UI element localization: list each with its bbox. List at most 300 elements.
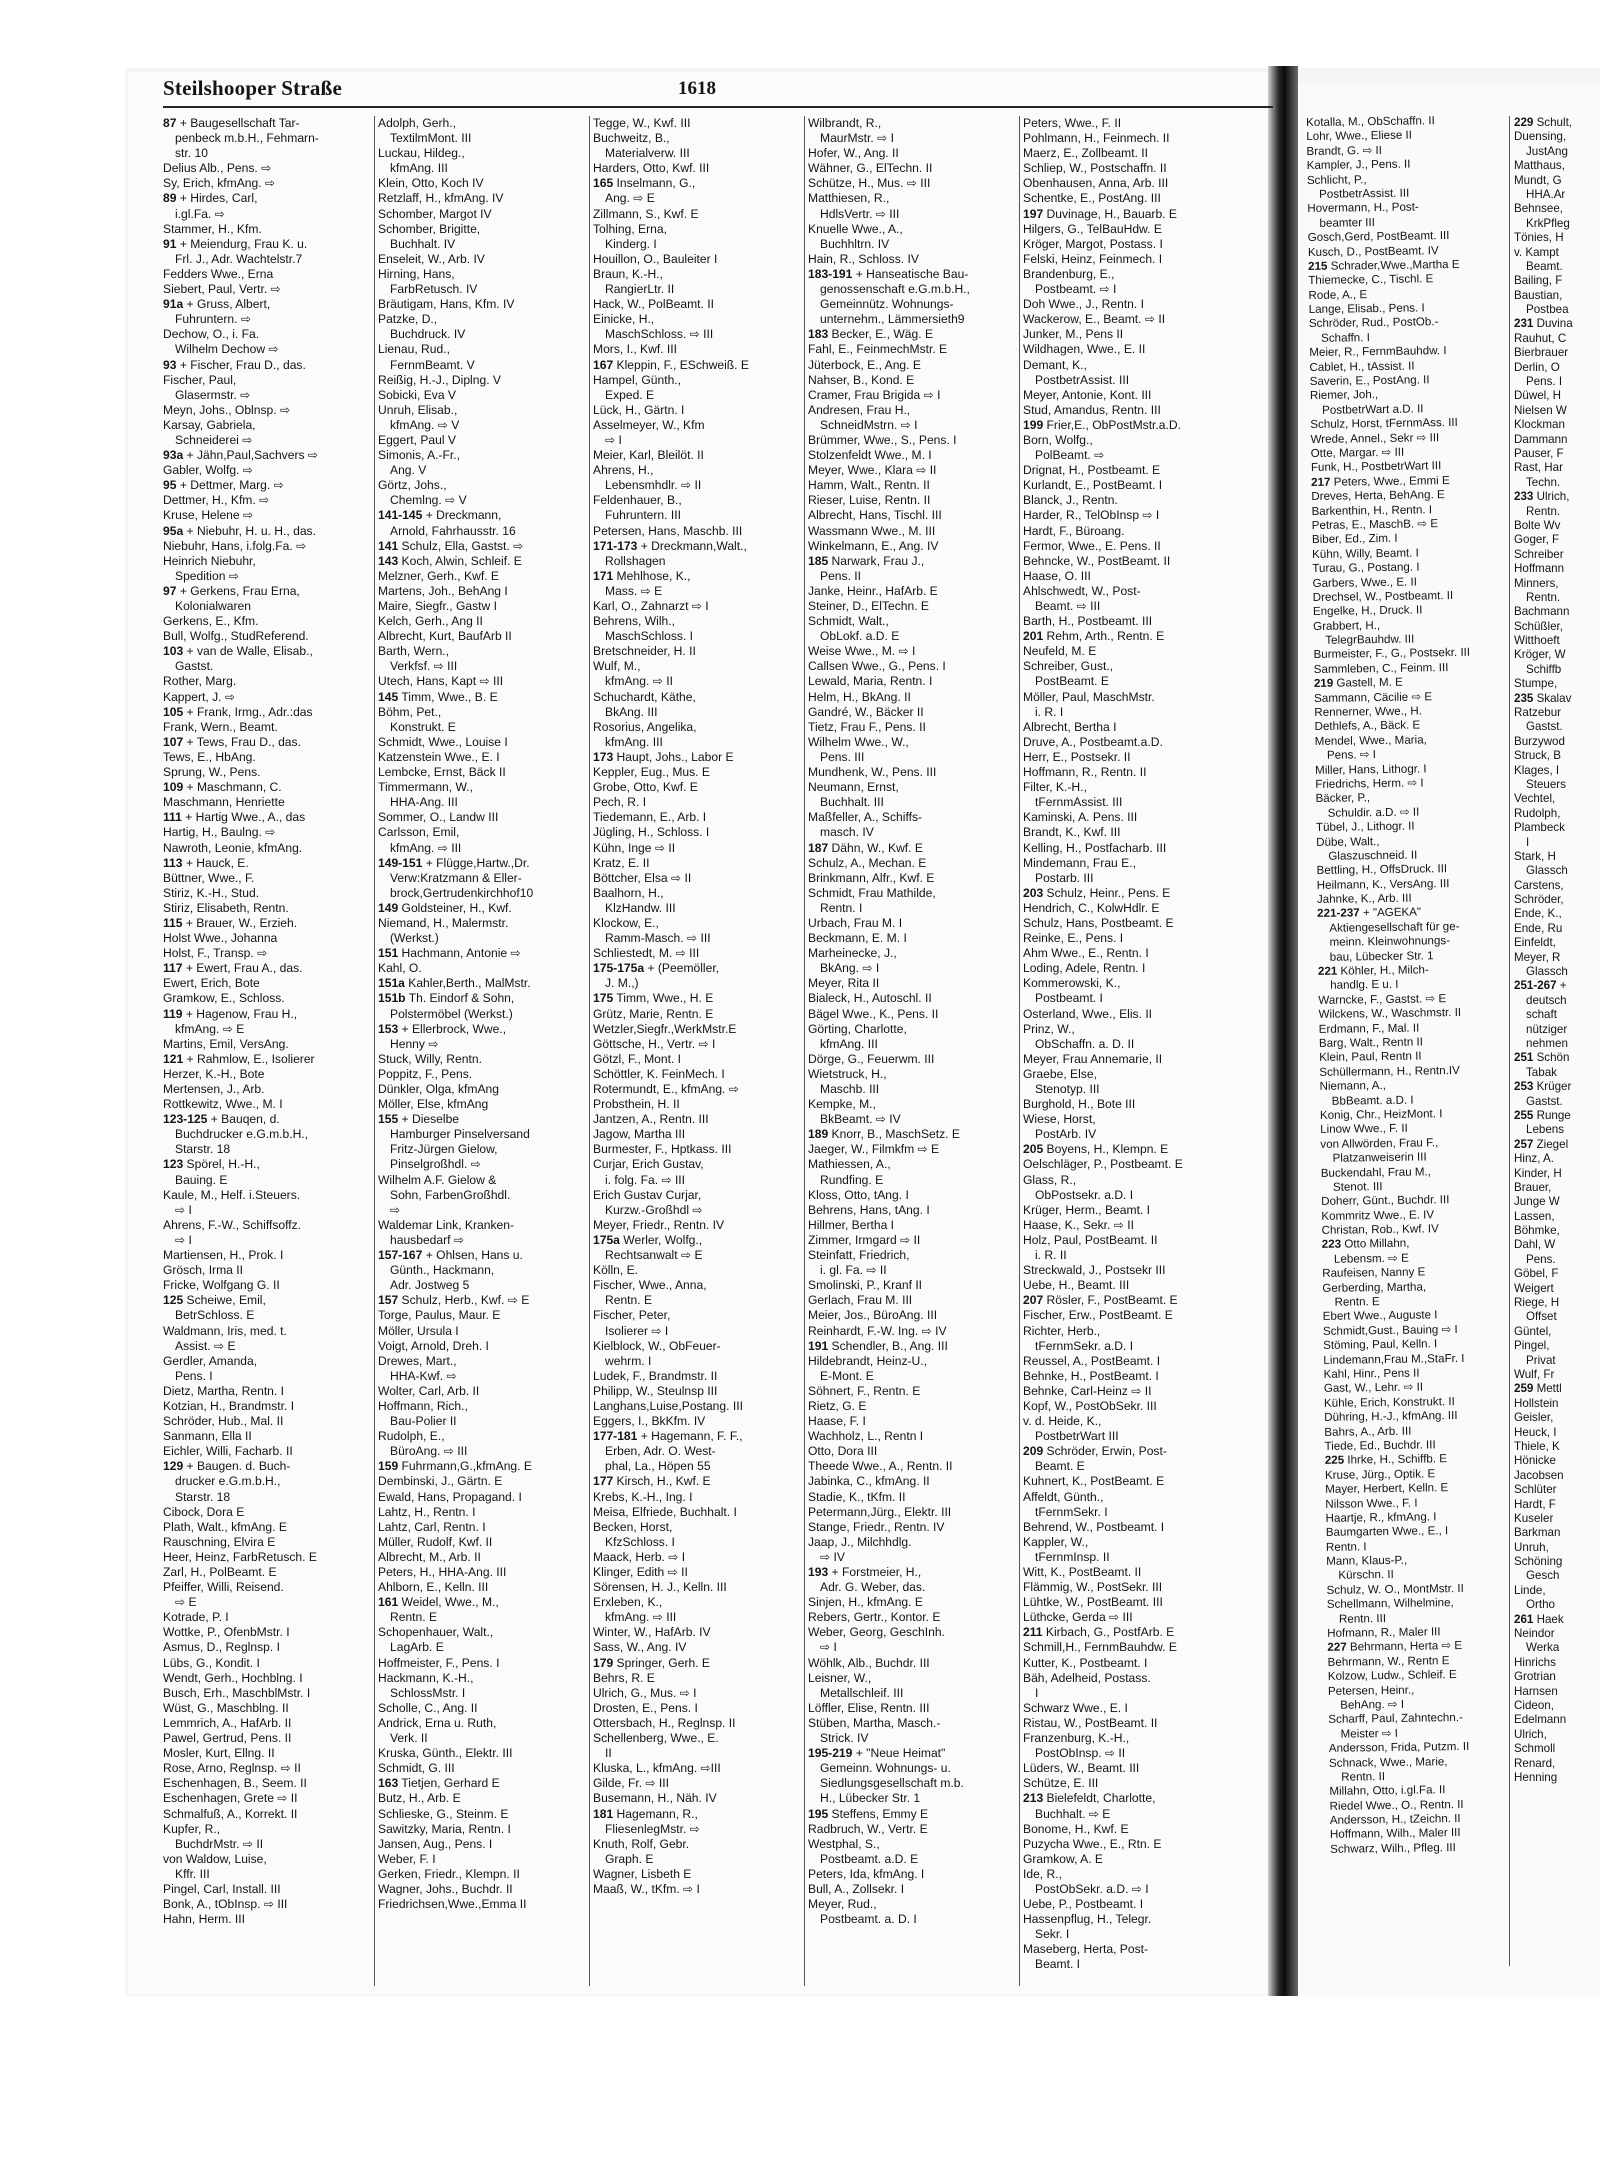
directory-entry-line: Bettling, H., OffsDruck. III (1316, 862, 1448, 878)
directory-entry-line: Zillmann, S., Kwf. E (593, 206, 699, 221)
directory-entry-line: Büttner, Wwe., F. (163, 870, 255, 885)
directory-entry-line: 121 + Rahmlow, E., Isolierer (163, 1051, 315, 1066)
directory-entry-line: 207 Rösler, F., PostBeamt. E (1023, 1293, 1178, 1308)
directory-entry-line: Lebensm. ⇨ E (1333, 1251, 1409, 1266)
directory-entry-line: Schmidt,Gust., Bauing ⇨ I (1322, 1322, 1458, 1338)
directory-entry-line: Barkman (1514, 1526, 1561, 1540)
directory-entry-line: Bonome, H., Kwf. E (1023, 1821, 1129, 1836)
directory-entry-line: Mertensen, J., Arb. (163, 1082, 265, 1096)
directory-entry-line: Uebe, P., Postbeamt. I (1023, 1897, 1144, 1912)
directory-entry-line: Wüst, G., Maschblng. II (163, 1700, 289, 1715)
directory-entry-line: Drignat, H., Postbeamt. E (1023, 463, 1161, 478)
directory-entry-line: Göttsche, H., Vertr. ⇨ I (593, 1036, 716, 1051)
directory-entry-line: Schüllermann, H., Rentn.IV (1319, 1063, 1460, 1079)
directory-entry-line: Richter, Herb., (1023, 1323, 1101, 1338)
directory-entry-line: Schmidt, Frau Mathilde, (808, 885, 936, 900)
directory-entry-line: LagArb. E (390, 1640, 444, 1655)
directory-entry-line: Scholle, C., Ang. II (378, 1700, 478, 1715)
directory-entry-line: Hinz, A. (1514, 1152, 1554, 1166)
directory-entry-line: Schulz, Hans, Postbeamt. E (1023, 915, 1174, 930)
directory-entry-line: Hilgers, G., TelBauHdw. E (1023, 221, 1162, 236)
directory-entry-line: Postbeamt. a.D. E (820, 1851, 919, 1866)
directory-entry-line: Rentn. I (820, 900, 863, 915)
directory-entry-line: Eggers, I., BkKfm. IV (593, 1414, 706, 1429)
directory-entry-line: Leisner, W., (808, 1670, 872, 1685)
directory-entry-line: Meyn, Johs., Oblnsp. ⇨ (163, 402, 291, 417)
directory-entry-line: PostbetrAssist. III (1035, 372, 1130, 387)
directory-entry-line: HdlsVertr. ⇨ III (820, 206, 900, 221)
directory-entry-line: Karl, O., Zahnarzt ⇨ I (593, 599, 709, 613)
directory-entry-line: Jantzen, A., Rentn. III (593, 1112, 709, 1127)
directory-entry-line: 261 Haek (1514, 1612, 1564, 1626)
directory-entry-line: Hartig, H., Baulng. ⇨ (163, 825, 276, 840)
directory-entry-line: str. 10 (175, 146, 208, 161)
directory-entry-line: Kolonialwaren (175, 599, 251, 613)
directory-entry-line: Frl. J., Adr. Wachtelstr.7 (175, 251, 303, 266)
directory-entry-line: Schreiber, Gust., (1023, 659, 1114, 674)
directory-entry-line: 167 Kleppin, F., ESchweiß. E (593, 357, 749, 372)
directory-entry-line: Hampel, Günth., (593, 372, 682, 387)
directory-entry-line: Tönies, H (1514, 231, 1564, 245)
directory-entry-line: Privat (1526, 1353, 1556, 1367)
directory-entry-line: 97 + Gerkens, Frau Erna, (163, 583, 300, 598)
directory-entry-line: Brinkmann, Alfr., Kwf. E (808, 870, 935, 885)
directory-entry-line: 251 Schön (1514, 1051, 1570, 1065)
directory-entry-line: 187 Dähn, W., Kwf. E (808, 840, 923, 855)
directory-entry-line: Affeldt, Günth., (1023, 1489, 1104, 1504)
directory-entry-line: Kühn, Willy, Beamt. I (1312, 546, 1419, 561)
directory-entry-line: Pens. II (820, 568, 862, 583)
directory-entry-line: Schlicht, P., (1306, 172, 1367, 187)
directory-entry-line: Günth., Hackmann, (390, 1263, 495, 1278)
directory-entry-line: Waldemar Link, Kranken- (378, 1217, 514, 1232)
directory-entry-line: Niemann, A., (1319, 1079, 1387, 1094)
directory-entry-line: Kröger, W (1514, 648, 1566, 662)
directory-entry-line: Warncke, F., Gastst. ⇨ E (1318, 991, 1447, 1007)
directory-entry-line: Bolte Wv (1514, 518, 1561, 532)
directory-entry-line: Rietz, G. E (808, 1398, 867, 1413)
directory-entry-line: Jüterbock, E., Ang. E (808, 357, 921, 372)
directory-entry-line: Rollshagen (605, 553, 666, 568)
directory-entry-line: Götzl, F., Mont. I (593, 1051, 682, 1066)
directory-entry-line: 171-173 + Dreckmann,Walt., (593, 538, 747, 553)
directory-entry-line: Hahn, Herm. III (163, 1912, 245, 1927)
directory-entry-line: Turau, G., Postang. I (1312, 560, 1420, 576)
directory-entry-line: Tews, E., HbAng. (163, 749, 256, 764)
directory-entry-line: Fuhruntern. ⇨ (175, 312, 252, 327)
directory-entry-line: Duensing, (1514, 130, 1567, 144)
directory-entry-line: Jaap, J., Milchhdlg. (808, 1534, 912, 1549)
directory-entry-line: Luckau, Hildeg., (378, 146, 465, 161)
directory-entry-line: MaurMstr. ⇨ I (820, 131, 894, 146)
directory-entry-line: Söhnert, F., Rentn. E (808, 1383, 921, 1398)
directory-entry-line: 157-167 + Ohlsen, Hans u. (378, 1248, 523, 1263)
directory-entry-line: Lemmrich, A., HafArb. II (163, 1715, 292, 1730)
directory-entry-line: Kotrade, P. I (163, 1610, 229, 1625)
directory-entry-line: Friedrichs, Herm. ⇨ I (1315, 776, 1424, 791)
directory-entry-line: Enseleit, W., Arb. IV (378, 251, 485, 266)
directory-entry-line: Biber, Ed., Zim. I (1311, 532, 1398, 547)
directory-entry-line: Hackmann, K.-H., (378, 1670, 474, 1685)
directory-entry-line: Neufeld, M. E (1023, 644, 1097, 659)
directory-entry-line: 89 + Hirdes, Carl, (163, 191, 258, 206)
directory-entry-line: 123-125 + Bauqen, d. (163, 1112, 280, 1127)
directory-entry-line: Sprung, W., Pens. (163, 765, 261, 780)
directory-entry-line: Bägel Wwe., K., Pens. II (808, 1006, 939, 1021)
directory-entry-line: Böhm, Pet., (378, 704, 442, 719)
directory-entry-line: Schmidt, Wwe., Louise I (378, 734, 508, 749)
directory-entry-line: Miller, Hans, Lithogr. I (1315, 761, 1427, 777)
directory-entry-line: Göbel, F (1514, 1267, 1559, 1281)
directory-entry-line: Hönicke (1514, 1454, 1556, 1468)
directory-column-4 (808, 116, 1016, 1986)
directory-entry-line: 91 + Meiendurg, Frau K. u. (163, 236, 308, 251)
directory-entry-line: Busch, Erh., MaschblMstr. I (163, 1685, 311, 1700)
directory-entry-line: Stolzenfeldt Wwe., M. I (808, 448, 932, 463)
directory-entry-line: Starstr. 18 (175, 1489, 231, 1504)
directory-entry-line: 189 Knorr, B., MaschSetz. E (808, 1127, 960, 1142)
directory-entry-line: Fermor, Wwe., E. Pens. II (1023, 538, 1161, 553)
directory-entry-line: Albrecht, Bertha I (1023, 719, 1117, 734)
directory-entry-line: Junge W (1514, 1195, 1560, 1209)
directory-entry-line: 231 Duvina (1514, 317, 1573, 331)
directory-entry-line: Ratzebur (1514, 706, 1562, 720)
directory-entry-line: Einicke, H., (593, 312, 655, 327)
directory-entry-line: i.gl.Fa. ⇨ (175, 206, 225, 221)
directory-entry-line: Adolph, Gerh., (378, 116, 456, 130)
directory-entry-line: KlzHandw. III (605, 900, 676, 915)
directory-entry-line: Dietz, Martha, Rentn. I (163, 1383, 284, 1398)
directory-entry-line: Wulf, Fr (1514, 1367, 1555, 1381)
directory-entry-line: Steuers (1526, 777, 1566, 791)
directory-entry-line: Born, Wolfg., (1023, 432, 1093, 447)
directory-column-1 (163, 116, 371, 1986)
directory-entry-line: 93a + Jähn,Paul,Sachvers ⇨ (163, 448, 319, 463)
directory-entry-line: Prinz, W., (1023, 1021, 1075, 1036)
directory-entry-line: Edelmann (1514, 1713, 1567, 1727)
directory-entry-line: Klockow, E., (593, 915, 659, 930)
directory-entry-line: Rentn. E (390, 1610, 438, 1625)
directory-entry-line: Hinrichs (1514, 1655, 1556, 1669)
directory-entry-line: Isolierer ⇨ I (605, 1323, 669, 1338)
directory-entry-line: Helm, H., BkAng. II (808, 689, 911, 704)
directory-entry-line: Wildhagen, Wwe., E. II (1023, 342, 1146, 357)
directory-entry-line: Jacobsen (1514, 1468, 1564, 1482)
directory-entry-line: 221 Köhler, H., Milch- (1317, 963, 1429, 978)
directory-entry-line: Behrens, Hans, tAng. I (808, 1202, 930, 1217)
directory-entry-line: Bialeck, H., Autoschl. II (808, 991, 932, 1006)
directory-entry-line: Wagner, Lisbeth E (593, 1866, 692, 1881)
directory-entry-line: Möller, Paul, MaschMstr. (1023, 689, 1155, 704)
column-divider (589, 116, 590, 1986)
directory-entry-line: Vechtel, (1514, 792, 1556, 806)
page-gutter (1268, 66, 1298, 1998)
directory-entry-line: Gerdler, Amanda, (163, 1353, 258, 1368)
directory-entry-line: Müller, Rudolf, Kwf. II (378, 1534, 493, 1549)
directory-entry-line: Sawitzky, Maria, Rentn. I (378, 1821, 511, 1836)
directory-entry-line: Sinjen, H., kfmAng. E (808, 1595, 923, 1610)
directory-entry-line: Rosorius, Angelika, (593, 719, 697, 734)
directory-entry-line: Wilhelm Dechow ⇨ (175, 342, 279, 357)
directory-entry-line: Lohr, Wwe., Eliese II (1306, 128, 1413, 144)
directory-entry-line: Kürschn. II (1338, 1568, 1394, 1583)
directory-entry-line: BkAng. ⇨ I (820, 961, 880, 976)
directory-entry-line: von Allwörden, Frau F., (1320, 1135, 1439, 1151)
directory-entry-line: Wolter, Carl, Arb. II (378, 1383, 480, 1398)
directory-entry-line: Knuth, Rolf, Gebr. (593, 1836, 690, 1851)
directory-entry-line: Kröger, Margot, Postass. I (1023, 236, 1163, 251)
directory-entry-line: Holst, F., Transp. ⇨ (163, 946, 268, 961)
directory-entry-line: Grabbert, H., (1313, 618, 1381, 633)
directory-entry-line: Gerberding, Martha, (1322, 1280, 1427, 1295)
directory-entry-line: 251-267 + (1514, 979, 1567, 993)
directory-entry-line: Ahrens, H., (593, 463, 654, 478)
directory-entry-line: Andersson, H., tZeichn. II (1329, 1812, 1461, 1827)
directory-entry-line: 111 + Hartig Wwe., A., das (163, 810, 306, 825)
directory-entry-line: Fischer, Erw., PostBeamt. E (1023, 1308, 1173, 1323)
directory-entry-line: Waldmann, Iris, med. t. (163, 1323, 287, 1338)
directory-entry-line: Pfeiffer, Willi, Reisend. (163, 1580, 284, 1595)
directory-entry-line: Baumgarten Wwe., E., I (1325, 1524, 1449, 1540)
directory-entry-line: Lange, Elisab., Pens. I (1308, 301, 1425, 317)
directory-entry-line: Houillon, O., Bauleiter I (593, 251, 718, 266)
directory-entry-line: Ende, Ru (1514, 921, 1563, 935)
directory-entry-line: Brandenburg, E., (1023, 266, 1115, 281)
directory-entry-line: Buchdrucker e.G.m.b.H., (175, 1127, 309, 1142)
directory-entry-line: Wähner, G., ElTechn. II (808, 161, 933, 176)
directory-entry-line: 159 Fuhrmann,G.,kfmAng. E (378, 1459, 532, 1474)
directory-entry-line: Stenot. III (1332, 1179, 1383, 1194)
directory-entry-line: Schmidt, G. III (378, 1761, 455, 1776)
directory-entry-line: Jabinka, C., kfmAng. II (808, 1474, 930, 1489)
directory-entry-line: Pech, R. I (593, 795, 647, 810)
directory-entry-line: Maack, Herb. ⇨ I (593, 1549, 686, 1564)
directory-entry-line: 205 Boyens, H., Klempn. E (1023, 1142, 1169, 1157)
directory-entry-line: Pohlmann, H., Feinmech. II (1023, 131, 1170, 146)
directory-entry-line: Schaffn. I (1321, 330, 1370, 345)
directory-entry-line: 235 Skalav (1514, 691, 1572, 705)
directory-entry-line: PolBeamt. ⇨ (1035, 448, 1105, 463)
directory-entry-line: Zarl, H., PolBeamt. E (163, 1565, 277, 1579)
directory-entry-line: 91a + Gruss, Albert, (163, 297, 271, 312)
directory-entry-line: Krüger, Herm., Beamt. I (1023, 1202, 1151, 1217)
directory-entry-line: Rotermundt, E., kfmAng. ⇨ (593, 1082, 739, 1096)
directory-entry-line: 105 + Frank, Irmg., Adr.:das (163, 704, 313, 719)
directory-entry-line: Rebers, Gertr., Kontor. E (808, 1610, 941, 1625)
directory-entry-line: Rottkewitz, Wwe., M. I (163, 1097, 283, 1112)
directory-entry-line: Cramer, Frau Brigida ⇨ I (808, 387, 941, 402)
directory-entry-line: Patzke, D., (378, 312, 438, 327)
directory-entry-line: Neumann, Ernst, (808, 780, 899, 795)
directory-entry-line: Klein, Paul, Rentn II (1319, 1049, 1422, 1065)
directory-entry-line: beamter III (1319, 215, 1376, 230)
directory-entry-line: Kruse, Helene ⇨ (163, 508, 254, 523)
directory-entry-line: Schiffb (1526, 662, 1562, 676)
directory-entry-line: Heilmann, K., VersAng. III (1316, 876, 1450, 892)
directory-entry-line: Kurzw.-Großhdl ⇨ (605, 1202, 703, 1217)
column-divider (1019, 116, 1020, 1986)
directory-entry-line: 109 + Maschmann, C. (163, 780, 282, 795)
directory-entry-line: Barth, Wern., (378, 644, 450, 659)
directory-entry-line: Lembcke, Ernst, Bäck II (378, 765, 506, 780)
directory-entry-line: Bahrs, A., Arb. III (1324, 1424, 1412, 1439)
directory-entry-line: Schellenberg, Wwe., E. (593, 1731, 719, 1746)
directory-entry-line: Fahl, E., FeinmechMstr. E (808, 342, 948, 357)
directory-entry-line: Mayer, Herbert, Kelln. E (1325, 1481, 1449, 1496)
directory-entry-line: Behnke, Carl-Heinz ⇨ II (1023, 1383, 1152, 1398)
directory-entry-line: 175a Werler, Wolfg., (593, 1232, 703, 1247)
directory-entry-line: Werka (1526, 1641, 1560, 1655)
directory-entry-line: 151a Kahler,Berth., MalMstr. (378, 976, 531, 991)
directory-entry-line: 193 + Forstmeier, H., (808, 1565, 922, 1579)
directory-entry-line: Wilhelm Wwe., W., (808, 734, 909, 749)
directory-entry-line: Kruska, Günth., Elektr. III (378, 1746, 513, 1761)
directory-entry-line: v. Kampt (1514, 245, 1559, 259)
directory-entry-line: Görtz, Johs., (378, 478, 447, 493)
directory-entry-line: drucker e.G.m.b.H., (175, 1474, 281, 1489)
page-header (163, 76, 1273, 104)
directory-entry-line: Beamt. ⇨ III (1035, 599, 1101, 613)
directory-entry-line: Bau-Polier II (390, 1414, 457, 1429)
directory-entry-line: Keppler, Eug., Mus. E (593, 765, 710, 780)
directory-entry-line: Kelch, Gerh., Ang II (378, 614, 483, 629)
directory-column-2 (378, 116, 586, 1986)
directory-entry-line: Struck, B (1514, 749, 1562, 763)
directory-entry-line: Dreves, Herta, BehAng. E (1311, 488, 1445, 504)
directory-entry-line: MaschSchloss. ⇨ III (605, 327, 714, 342)
directory-entry-line: Güntel, (1514, 1324, 1552, 1338)
directory-entry-line: Utech, Hans, Kapt ⇨ III (378, 674, 504, 689)
directory-entry-line: Bull, Wolfg., StudReferend. (163, 629, 309, 644)
directory-entry-line: BbBeamt. a.D. I (1331, 1093, 1414, 1108)
directory-entry-line: FarbRetusch. IV (390, 282, 478, 297)
directory-entry-line: HHA.Ar (1526, 187, 1566, 201)
directory-entry-line: Verk. II (390, 1731, 428, 1746)
directory-entry-line: Kielblock, W., ObFeuer- (593, 1338, 721, 1353)
directory-entry-line: Kruse, Jürg., Optik. E (1324, 1467, 1436, 1482)
directory-entry-line: Rauhut, C (1514, 331, 1567, 345)
directory-entry-line: Hamm, Walt., Rentn. II (808, 478, 930, 493)
directory-entry-line: Funk, H., PostbetrWart III (1310, 459, 1442, 475)
directory-entry-line: Butz, H., Arb. E (378, 1791, 461, 1806)
directory-entry-line: Junker, M., Pens II (1023, 327, 1124, 342)
directory-entry-line: Meyer, Frau Annemarie, II (1023, 1051, 1163, 1066)
directory-entry-line: Reinhardt, F.-W. Ing. ⇨ IV (808, 1323, 947, 1338)
directory-entry-line: Lück, H., Gärtn. I (593, 402, 685, 417)
directory-entry-line: 119 + Hagenow, Frau H., (163, 1006, 298, 1021)
directory-entry-line: 219 Gastell, M. E (1313, 675, 1403, 691)
directory-entry-line: i. folg. Fa. ⇨ III (605, 1172, 686, 1187)
directory-entry-line: Schlüter (1514, 1483, 1557, 1497)
directory-entry-line: Stiriz, K.-H., Stud. (163, 885, 260, 900)
directory-entry-line: Carstens, (1514, 878, 1564, 892)
directory-entry-line: Doh Wwe., J., Rentn. I (1023, 297, 1144, 312)
directory-entry-line: 151 Hachmann, Antonie ⇨ (378, 946, 521, 961)
directory-entry-line: Haase, F. I (808, 1414, 866, 1429)
directory-entry-line: Becken, Horst, (593, 1519, 673, 1534)
directory-entry-line: Raufeisen, Nanny E (1322, 1265, 1426, 1281)
directory-entry-line: kfmAng. III (390, 161, 448, 176)
directory-entry-line: Weber, Georg, GeschInh. (808, 1625, 945, 1640)
directory-entry-line: Mass. ⇨ E (605, 583, 663, 598)
directory-entry-line: Wöhlk, Alb., Buchdr. III (808, 1655, 930, 1670)
directory-entry-line: Harnsen (1514, 1684, 1558, 1698)
directory-entry-line: 115 + Brauer, W., Erzieh. (163, 915, 298, 930)
directory-entry-line: Unruh, Elisab., (378, 402, 458, 417)
directory-entry-line: Hardt, F., Büroang. (1023, 523, 1125, 538)
directory-entry-line: ⇨ (390, 1202, 401, 1217)
directory-entry-line: Radbruch, W., Vertr. E (808, 1821, 928, 1836)
directory-entry-line: Lebens (1526, 1123, 1565, 1137)
directory-entry-line: Haase, O. III (1023, 568, 1091, 583)
bottom-margin (0, 1996, 1600, 2177)
directory-entry-line: Wilckens, W., Waschmstr. II (1318, 1006, 1462, 1022)
directory-entry-line: Tabak (1526, 1065, 1557, 1079)
directory-entry-line: Rieser, Luise, Rentn. II (808, 493, 931, 508)
directory-entry-line: Pingel, (1514, 1339, 1550, 1353)
directory-entry-line: Linow Wwe., F. II (1320, 1122, 1408, 1137)
directory-entry-line: Schomber, Margot IV (378, 206, 492, 221)
directory-entry-line: Pens. III (820, 749, 865, 764)
directory-entry-line: 141 Schulz, Ella, Gastst. ⇨ (378, 538, 524, 553)
directory-entry-line: Rundfing. E (820, 1172, 884, 1187)
directory-entry-line: 117 + Ewert, Frau A., das. (163, 961, 303, 976)
directory-entry-line: Ang. ⇨ E (605, 191, 655, 206)
directory-entry-line: Streckwald, J., Postsekr III (1023, 1263, 1166, 1278)
directory-entry-line: Hollstein (1514, 1396, 1559, 1410)
directory-entry-line: Barkenthin, H., Rentn. I (1311, 502, 1433, 518)
directory-entry-line: Ulrich, (1514, 1727, 1547, 1741)
directory-entry-line: BüroAng. ⇨ III (390, 1444, 468, 1459)
directory-entry-line: Görting, Charlotte, (808, 1021, 907, 1036)
directory-entry-line: Schmidt, Walt., (808, 614, 889, 629)
directory-entry-line: kfmAng. ⇨ V (390, 417, 460, 432)
directory-entry-line: 195 Steffens, Emmy E (808, 1806, 929, 1821)
directory-entry-line: Plambeck (1514, 821, 1565, 835)
directory-entry-line: Dühring, H.-J., kfmAng. III (1324, 1409, 1458, 1425)
directory-entry-line: Torge, Paulus, Maur. E (378, 1308, 501, 1323)
directory-entry-line: Schopenhauer, Walt., (378, 1625, 494, 1640)
directory-entry-line: nehmen (1526, 1037, 1568, 1050)
directory-entry-line: Eichler, Willi, Facharb. II (163, 1444, 293, 1459)
directory-entry-line: Gramkow, E., Schloss. (163, 991, 285, 1006)
directory-entry-line: HHA-Ang. III (390, 795, 458, 810)
directory-entry-line: Schöttler, K. FeinMech. I (593, 1066, 725, 1081)
directory-entry-line: Petras, E., MaschB. ⇨ E (1311, 517, 1439, 532)
directory-entry-line: Henning (1514, 1770, 1558, 1784)
directory-entry-line: Kotalla, M., ObSchaffn. II (1306, 114, 1435, 129)
directory-entry-line: Marheinecke, J., (808, 946, 897, 961)
directory-entry-line: Glasermstr. ⇨ (175, 387, 251, 402)
directory-entry-line: 123 Spörel, H.-H., (163, 1157, 260, 1172)
column-divider (804, 116, 805, 1986)
directory-entry-line: Kopf, W., PostObSekr. III (1023, 1398, 1157, 1413)
directory-entry-line: ⇨ I (175, 1232, 192, 1247)
directory-entry-line: Poppitz, F., Pens. (378, 1066, 473, 1081)
directory-entry-line: Beckmann, E. M. I (808, 931, 907, 946)
directory-entry-line: Pinselgroßhdl. ⇨ (390, 1157, 481, 1172)
directory-entry-line: 191 Schendler, B., Ang. III (808, 1338, 948, 1353)
directory-entry-line: Glassch (1526, 864, 1568, 878)
directory-entry-line: Postarb. III (1035, 870, 1094, 885)
directory-entry-line: 171 Mehlhose, K., (593, 568, 691, 583)
directory-entry-line: Dechow, O., i. Fa. (163, 327, 260, 342)
directory-entry-line: Möller, Ursula I (378, 1323, 459, 1338)
directory-entry-line: PostObSekr. a.D. ⇨ I (1035, 1881, 1149, 1896)
directory-entry-line: 177 Kirsch, H., Kwf. E (593, 1474, 711, 1489)
directory-entry-line: 209 Schröder, Erwin, Post- (1023, 1444, 1167, 1459)
directory-entry-line: Erben, Adr. O. West- (605, 1444, 716, 1459)
